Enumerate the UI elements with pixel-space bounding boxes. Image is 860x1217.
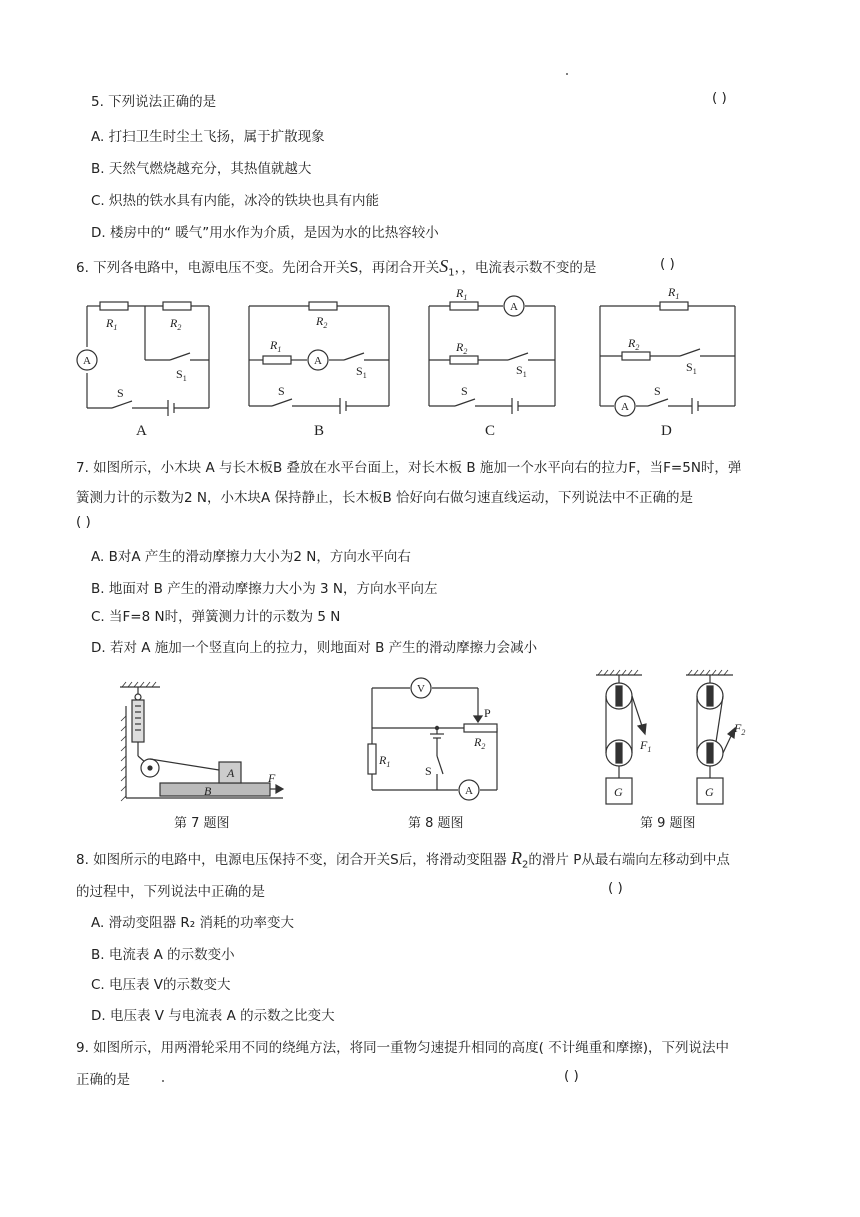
- q5-option-a: A. 打扫卫生时尘土飞扬，属于扩散现象: [91, 129, 325, 145]
- q5-answer-paren: ( ): [712, 90, 727, 106]
- circuit-d-label: D: [661, 423, 672, 439]
- circuit-b-label: B: [314, 423, 325, 439]
- q7-option-c: C. 当F=8 N时，弹簧测力计的示数为 5 N: [91, 609, 341, 625]
- q7-option-a: A. B对A 产生的滑动摩擦力大小为2 N，方向水平向右: [91, 549, 411, 565]
- svg-text:G: G: [705, 785, 714, 799]
- svg-text:R1: $R_1$: [106, 316, 118, 332]
- svg-text:S: S: [654, 384, 661, 398]
- svg-text:S: S: [278, 384, 285, 398]
- q8-stem-part-a: 8. 如图所示的电路中，电源电压保持不变，闭合开关S后，将滑动变阻器: [76, 852, 512, 868]
- stray-dot: [566, 73, 568, 75]
- svg-text:F1: $F_1$: [640, 738, 652, 754]
- svg-text:S1: $S_1$: [356, 364, 367, 380]
- q9-answer-paren: ( ): [564, 1068, 579, 1084]
- svg-text:B: B: [204, 784, 212, 798]
- svg-text:S: S: [425, 764, 432, 778]
- q8-option-a: A. 滑动变阻器 R₂ 消耗的功率变大: [91, 915, 294, 931]
- q8-answer-paren: ( ): [608, 880, 623, 896]
- fig7-diagram: [120, 682, 283, 801]
- fig7-caption: 第 7 题图: [174, 816, 230, 831]
- svg-text:A: A: [83, 355, 91, 367]
- q7-option-d: D. 若对 A 施加一个竖直向上的拉力，则地面对 B 产生的滑动摩擦力会减小: [91, 640, 538, 656]
- svg-text:R1: $R_1$: [379, 753, 391, 769]
- svg-text:G: G: [614, 785, 623, 799]
- svg-text:F: F: [268, 771, 276, 785]
- q8-option-d: D. 电压表 V 与电流表 A 的示数之比变大: [91, 1008, 335, 1024]
- q8-r2-symbol: R: [511, 848, 523, 868]
- q7-answer-paren: ( ): [76, 514, 91, 530]
- q8-stem-line1: [76, 848, 730, 871]
- q8-option-b: B. 电流表 A 的示数变小: [91, 947, 235, 963]
- svg-text:R2: $R_2$: [456, 340, 468, 356]
- svg-text:A: A: [227, 766, 235, 780]
- svg-text:V: V: [417, 683, 425, 695]
- circuit-d: [600, 302, 735, 416]
- q6-stem-part-b: ，，电流表示数不变的是: [454, 260, 597, 276]
- svg-text:S1: $S_1$: [176, 367, 187, 383]
- svg-text:R1: $R_1$: [456, 286, 468, 302]
- svg-text:R2: $R_2$: [316, 314, 328, 330]
- circuit-a: [77, 302, 209, 416]
- q7-option-b: B. 地面对 B 产生的滑动摩擦力大小为 3 N，方向水平向左: [91, 581, 438, 597]
- q6-stem: [76, 256, 596, 279]
- q7-stem-line1: 7. 如图所示，小木块 A 与长木板B 叠放在水平台面上，对长木板 B 施加一个水平向右的拉力F，当F=5N时，弹: [76, 460, 742, 476]
- circuit-c-label: C: [485, 423, 496, 439]
- svg-text:P: P: [484, 706, 491, 720]
- q8-option-c: C. 电压表 V的示数变大: [91, 977, 231, 993]
- q5-stem: 5. 下列说法正确的是: [91, 94, 217, 110]
- q6-answer-paren: ( ): [660, 256, 675, 272]
- q8-stem-part-b: 的滑片 P从最右端向左移动到中点: [528, 852, 730, 868]
- svg-text:S: S: [461, 384, 468, 398]
- svg-text:A: A: [510, 301, 518, 313]
- fig9-caption: 第 9 题图: [640, 816, 696, 831]
- q5-option-d: D. 楼房中的“ 暖气”用水作为介质，是因为水的比热容较小: [91, 225, 439, 241]
- stray-dot-2: [162, 1080, 164, 1082]
- fig8-caption: 第 8 题图: [408, 816, 464, 831]
- circuit-a-label: A: [136, 423, 147, 439]
- q6-circuits: [0, 285, 860, 445]
- svg-text:R2: $R_2$: [170, 316, 182, 332]
- svg-text:F2: $F_2$: [734, 721, 746, 737]
- svg-text:R1: $R_1$: [270, 338, 282, 354]
- q9-stem-line2: 正确的是: [76, 1072, 130, 1088]
- q6-s1-subscript: 1: [448, 267, 455, 279]
- svg-text:R2: $R_2$: [628, 336, 640, 352]
- q5-option-c: C. 炽热的铁水具有内能，冰冷的铁块也具有内能: [91, 193, 380, 209]
- svg-text:R2: $R_2$: [474, 735, 486, 751]
- q8-stem-line2: 的过程中，下列说法中正确的是: [76, 884, 265, 900]
- q5-option-b: B. 天然气燃烧越充分，其热值就越大: [91, 161, 312, 177]
- q6-s1-symbol: S: [439, 256, 449, 276]
- fig9-diagram: [596, 670, 735, 804]
- svg-text:A: A: [465, 785, 473, 797]
- figures-row: [0, 666, 860, 816]
- svg-text:S1: $S_1$: [516, 363, 527, 379]
- circuit-c: [429, 296, 555, 414]
- q6-stem-part-a: 6. 下列各电路中，电源电压不变。先闭合开关S，再闭合开关: [76, 260, 440, 276]
- svg-text:A: A: [621, 401, 629, 413]
- svg-text:R1: $R_1$: [668, 285, 680, 301]
- svg-text:A: A: [314, 355, 322, 367]
- q7-stem-line2: 簧测力计的示数为2 N，小木块A 保持静止，长木板B 恰好向右做匀速直线运动，下列说法中不正确的是: [76, 490, 694, 506]
- svg-text:S: S: [117, 386, 124, 400]
- svg-text:S1: $S_1$: [686, 360, 697, 376]
- q8-r2-subscript: 2: [522, 859, 529, 871]
- q9-stem-line1: 9. 如图所示，用两滑轮采用不同的绕绳方法，将同一重物匀速提升相同的高度( 不计绳重和摩擦)，下列说法中: [76, 1040, 729, 1056]
